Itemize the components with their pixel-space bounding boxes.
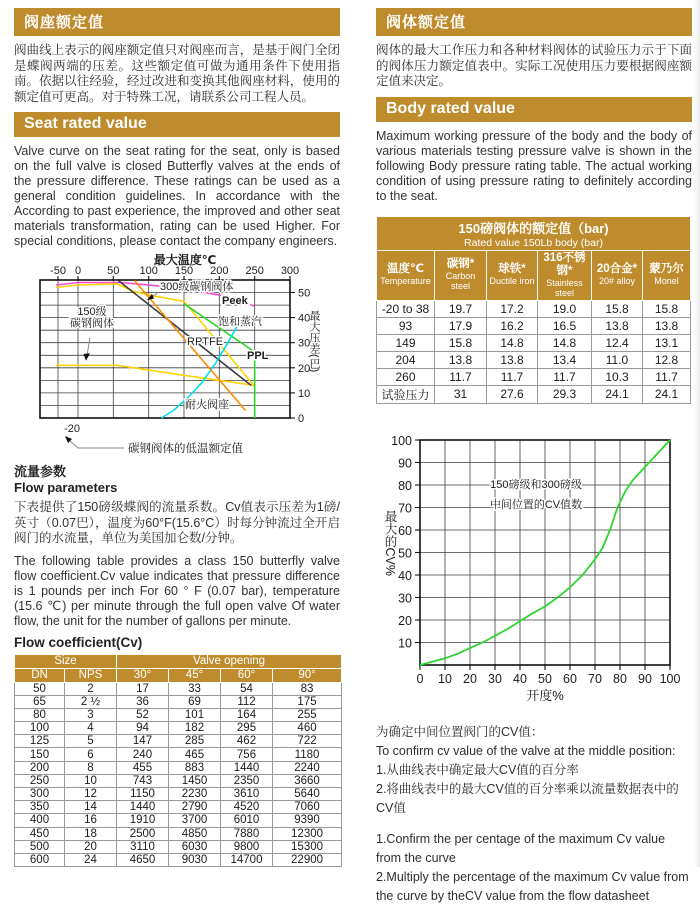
table-cell: 22900	[273, 853, 342, 866]
table-row	[15, 735, 342, 748]
column-header-zh: 球铁*	[498, 263, 526, 276]
table-row	[377, 334, 691, 351]
table-row	[377, 351, 691, 368]
table-cell: 9030	[169, 853, 221, 866]
table-cell: 15.8	[643, 300, 691, 317]
table-cell: 15300	[273, 840, 342, 853]
table-cell: 17.9	[435, 317, 487, 334]
column-header-zh: 蒙乃尔	[649, 263, 684, 276]
x-tick-label: 70	[588, 671, 602, 686]
table-cell: 1180	[273, 748, 342, 761]
y-tick-label: 100	[391, 433, 412, 448]
table-cell: 11.7	[435, 368, 487, 385]
table-cell: 125	[15, 735, 65, 748]
table-cell: 69	[169, 695, 221, 708]
table-cell: 14700	[221, 853, 273, 866]
table-row	[377, 368, 691, 385]
cv-percentage-chart	[376, 430, 692, 715]
table-cell: 2350	[221, 774, 273, 787]
cv-table	[14, 654, 342, 868]
table-cell: 11.7	[538, 368, 592, 385]
table-cell: 175	[273, 695, 342, 708]
table-cell: 204	[377, 351, 435, 368]
column-header-en: Monel	[654, 276, 679, 287]
table-cell: 19.0	[538, 300, 592, 317]
column-header: NPS	[65, 668, 117, 682]
note-line: 2.将曲线表中的最大CV值的百分率乘以流量数据表中的CV值	[376, 781, 679, 815]
table-cell: 10.3	[592, 368, 643, 385]
table-cell: 450	[15, 827, 65, 840]
cv-notes	[376, 723, 692, 906]
table-row	[15, 788, 342, 801]
table-cell: 24.1	[592, 385, 643, 403]
table-cell: 12.8	[643, 351, 691, 368]
table-cell: 16.5	[538, 317, 592, 334]
label-ppl: PPL	[247, 350, 269, 362]
note-gap	[376, 818, 692, 830]
column-header	[592, 250, 643, 300]
note-line: 1.从曲线表中确定最大CV值的百分率	[376, 762, 579, 777]
chart-annotation-line1: 150磅级和300磅级	[490, 478, 582, 491]
column-header-en: 20# alloy	[598, 276, 636, 287]
table-cell: 112	[221, 695, 273, 708]
table-cell: 756	[221, 748, 273, 761]
y-axis-title: 最大的CV%	[383, 509, 397, 576]
table-cell: 80	[15, 708, 65, 721]
note-line: 1.Confirm the per centage of the maximum Cv value from the curve	[376, 831, 666, 865]
table-cell: 500	[15, 840, 65, 853]
table-cell: 12.4	[592, 334, 643, 351]
y-tick-label: 50	[398, 546, 412, 561]
table-cell: 100	[15, 722, 65, 735]
table-cell: 300	[15, 788, 65, 801]
table-header-row	[15, 668, 342, 682]
table-row	[15, 801, 342, 814]
table-cell: 1440	[221, 761, 273, 774]
table-cell: 试验压力	[377, 385, 435, 403]
body-rated-value-zh-header	[376, 8, 692, 36]
table-cell: 15.8	[435, 334, 487, 351]
seat-intro-zh: 阀曲线上表示的阀座额定值只对阀座而言，是基于阀门全闭是蝶阀两端的压差。这些额定值可做为通用条件下使用指南。依据以往经验，经过改进和变换其他阀座材料，使用的额定值可更高。对于特殊工况，请联系公司工程人员。	[14, 43, 340, 104]
table-cell: 13.8	[643, 317, 691, 334]
table-cell: 2230	[169, 788, 221, 801]
table-row	[15, 814, 342, 827]
seat-rated-value-zh-header	[14, 8, 340, 36]
column-header-en: Stainless steel	[546, 278, 583, 298]
label-300-class: 300级碳钢阀体	[160, 281, 234, 293]
table-title-cell	[377, 216, 691, 250]
table-row	[15, 840, 342, 853]
table-cell: 16	[65, 814, 117, 827]
table-row	[377, 300, 691, 317]
table-cell: 14.8	[487, 334, 538, 351]
header-text: Seat rated value	[24, 115, 147, 132]
table-cell: 7880	[221, 827, 273, 840]
column-header-zh: 温度℃	[387, 263, 424, 276]
table-body	[15, 682, 342, 867]
series-line	[56, 365, 255, 385]
table-cell: 149	[377, 334, 435, 351]
table-cell: 2	[65, 682, 117, 695]
table-cell: 455	[117, 761, 169, 774]
table-cell: 6010	[221, 814, 273, 827]
x-tick-label: 0	[416, 671, 424, 686]
chart-annotation-line2: 中间位置的CV值数	[489, 498, 583, 511]
table-cell: 1910	[117, 814, 169, 827]
seat-chart-svg	[14, 255, 328, 457]
table-cell: 16.2	[487, 317, 538, 334]
table-cell: 2790	[169, 801, 221, 814]
table-row	[15, 774, 342, 787]
column-header: 90°	[273, 668, 342, 682]
table-cell: 7060	[273, 801, 342, 814]
label-saturated-steam: 饱和蒸汽	[218, 316, 262, 329]
x-tick-label: 200	[210, 265, 229, 277]
x-tick-label: 80	[613, 671, 627, 686]
table-cell: 3700	[169, 814, 221, 827]
table-cell: 460	[273, 722, 342, 735]
header-text: 阀座额定值	[24, 14, 105, 31]
table-row	[377, 317, 691, 334]
table-row	[15, 748, 342, 761]
y-axis-title: 最大压差(巴)	[308, 310, 320, 373]
table-cell: 52	[117, 708, 169, 721]
table-cell: 255	[273, 708, 342, 721]
table-cell: 15.8	[592, 300, 643, 317]
seat-intro-en: Valve curve on the seat rating for the seat, only is based on the full valve is closed Butterfly valves at the ends of the pressure difference. These ratings can be used as a general condition guidelines. In accordance with the According to past experience, the improved and other seat materials transformation, rating can be used Higher. For special conditions, please contact the company engineers.	[14, 144, 340, 248]
x-tick-label: 30	[488, 671, 502, 686]
table-cell: 3660	[273, 774, 342, 787]
table-cell: 18	[65, 827, 117, 840]
x-tick-label: 50	[538, 671, 552, 686]
header-text: 阀体额定值	[386, 14, 467, 31]
x-axis-title: 最大温度℃	[153, 253, 217, 267]
table-header-row	[377, 250, 691, 300]
column-header-zh: 20合金*	[596, 263, 638, 276]
body-intro-en: Maximum working pressure of the body and the body of various materials testing pressure valve is shown in the following Body pressure rating table. The actual working condition of using pressure rating to definitely according to the seat.	[376, 128, 692, 203]
x-tick-label: 150	[174, 265, 194, 277]
x-tick-label: 40	[513, 671, 527, 686]
table-row	[377, 385, 691, 403]
table-cell: 8	[65, 761, 117, 774]
seat-rated-value-en-header	[14, 112, 340, 137]
x-tick-label: 250	[245, 265, 264, 277]
table-cell: 50	[15, 682, 65, 695]
table-cell: 400	[15, 814, 65, 827]
table-cell: 17	[117, 682, 169, 695]
y-tick-label: 10	[298, 387, 311, 400]
column-header-en: Temperature	[380, 276, 431, 287]
table-cell: 182	[169, 722, 221, 735]
y-tick-label: 70	[398, 501, 412, 516]
label-rptfe: RPTFE	[187, 336, 224, 349]
table-cell: 11.7	[487, 368, 538, 385]
arrow-head	[84, 353, 91, 361]
flow-coefficient-heading: Flow coefficient(Cv)	[14, 634, 143, 650]
table-cell: 20	[65, 840, 117, 853]
table-cell: 260	[377, 368, 435, 385]
table-head	[15, 654, 342, 682]
y-tick-label: 30	[298, 337, 311, 350]
table-cell: 17.2	[487, 300, 538, 317]
table-cell: 6030	[169, 840, 221, 853]
flow-intro-zh: 下表提供了150磅级蝶阀的流量系数。Cv值表示压差为1磅/英寸（0.07巴），温度为60°F(15.6°C）时每分钟流过全开启阀门的水流量，单位为美国加仑数/分钟。	[14, 500, 340, 545]
table-body	[377, 300, 691, 403]
header-text: Body rated value	[386, 99, 515, 117]
table-cell: 101	[169, 708, 221, 721]
column-header	[435, 250, 487, 300]
note-line: 为确定中间位置阀门的CV值：	[376, 724, 544, 739]
table-cell: 12	[65, 788, 117, 801]
column-header-zh: 碳钢*	[446, 258, 475, 271]
table-row	[15, 682, 342, 695]
x-tick-label: 60	[563, 671, 577, 686]
table-cell: 12300	[273, 827, 342, 840]
table-cell: 83	[273, 682, 342, 695]
label-150-class-line2: 碳钢阀体	[70, 317, 114, 330]
table-row	[15, 695, 342, 708]
table-title-zh: 150磅阀体的额定值（bar)	[458, 220, 609, 236]
flow-parameters-title	[14, 464, 340, 496]
table-title-en: Rated value 150Lb body (bar)	[464, 236, 603, 249]
table-cell: 93	[377, 317, 435, 334]
x-tick-label: 20	[463, 671, 477, 686]
column-header: DN	[15, 668, 65, 682]
table-group-header-row	[15, 654, 342, 668]
group-header-valve-opening: Valve opening	[117, 654, 342, 668]
table-cell: 24.1	[643, 385, 691, 403]
table-cell: 295	[221, 722, 273, 735]
table-cell: 150	[15, 748, 65, 761]
table-cell: 2500	[117, 827, 169, 840]
cv-chart-svg	[376, 430, 688, 710]
y-tick-label: 50	[298, 287, 311, 300]
table-cell: 13.8	[487, 351, 538, 368]
group-header-size: Size	[15, 654, 117, 668]
table-cell: 2240	[273, 761, 342, 774]
y-tick-label: 60	[398, 523, 412, 538]
low-temp-note: 碳钢阀体的低温额定值	[128, 443, 243, 455]
table-cell: 883	[169, 761, 221, 774]
x-tick-label: 100	[139, 265, 158, 277]
column-header	[538, 250, 592, 300]
seat-rating-chart	[14, 255, 340, 462]
table-cell: 24	[65, 853, 117, 866]
left-column	[14, 8, 340, 867]
y-tick-label: 20	[298, 362, 311, 375]
table-cell: 5	[65, 735, 117, 748]
table-row	[15, 761, 342, 774]
table-cell: 1440	[117, 801, 169, 814]
table-cell: 462	[221, 735, 273, 748]
column-header	[377, 250, 435, 300]
table-cell: 1150	[117, 788, 169, 801]
table-cell: 285	[169, 735, 221, 748]
table-row	[15, 827, 342, 840]
table-cell: 600	[15, 853, 65, 866]
table-cell: 10	[65, 774, 117, 787]
y-tick-label: 40	[298, 312, 311, 325]
table-title-row	[377, 216, 691, 250]
table-cell: 13.4	[538, 351, 592, 368]
scan-edge	[694, 0, 700, 867]
table-cell: 94	[117, 722, 169, 735]
table-cell: 31	[435, 385, 487, 403]
table-cell: 36	[117, 695, 169, 708]
table-cell: 200	[15, 761, 65, 774]
table-cell: 250	[15, 774, 65, 787]
y-tick-label: 40	[398, 568, 412, 583]
table-head	[377, 216, 691, 300]
table-cell: 743	[117, 774, 169, 787]
x-axis-title: 开度%	[526, 687, 564, 703]
y-tick-label: 20	[398, 613, 412, 628]
label-peek: Peek	[222, 294, 248, 307]
label-150-class-line1: 150级	[77, 306, 107, 319]
note-line: To confirm cv value of the valve at the middle position:	[376, 743, 676, 758]
table-cell: 147	[117, 735, 169, 748]
table-cell: 6	[65, 748, 117, 761]
table-cell: 14.8	[538, 334, 592, 351]
table-cell: 465	[169, 748, 221, 761]
column-header	[643, 250, 691, 300]
x-tick-label: -50	[50, 265, 66, 277]
x-tick-label: 300	[280, 265, 300, 277]
y-tick-label: 90	[398, 456, 412, 471]
right-column	[376, 8, 692, 906]
flow-parameters-title-zh: 流量参数	[14, 464, 67, 479]
table-cell: 164	[221, 708, 273, 721]
column-header-zh: 316不锈钢*	[543, 251, 586, 278]
x-tick-label: 90	[638, 671, 652, 686]
table-cell: 14	[65, 801, 117, 814]
table-cell: 13.8	[435, 351, 487, 368]
body-rating-table	[376, 216, 691, 404]
table-cell: 3110	[117, 840, 169, 853]
body-intro-zh: 阀体的最大工作压力和各种材料阀体的试验压力示于下面的阀体压力额定值表中。实际工况使用压力要根据阀座额定值来决定。	[376, 43, 692, 88]
table-cell: 9390	[273, 814, 342, 827]
x-tick-label: 0	[74, 265, 82, 277]
flow-parameters-title-en: Flow parameters	[14, 480, 118, 495]
column-header: 60°	[221, 668, 273, 682]
table-row	[15, 722, 342, 735]
table-cell: 33	[169, 682, 221, 695]
table-cell: 4520	[221, 801, 273, 814]
table-cell: 11.7	[643, 368, 691, 385]
column-header-en: Ductile iron	[489, 276, 535, 287]
low-temp-tick-label: -20	[64, 423, 80, 435]
column-header: 30°	[117, 668, 169, 682]
table-cell: 5640	[273, 788, 342, 801]
table-cell: 4850	[169, 827, 221, 840]
y-tick-label: 80	[398, 478, 412, 493]
table-cell: 54	[221, 682, 273, 695]
table-cell: 4650	[117, 853, 169, 866]
table-cell: 13.8	[592, 317, 643, 334]
table-cell: 350	[15, 801, 65, 814]
table-cell: 27.6	[487, 385, 538, 403]
table-cell: 65	[15, 695, 65, 708]
table-cell: 1450	[169, 774, 221, 787]
flow-intro-en: The following table provides a class 150 butterfly valve flow coefficient.Cv value indicates that pressure difference is 1 pounds per inch For 60 ° F (0.07 bar), temperature (15.6 ℃) per minute through the full open valve Of water flow, the unit for the number of gallons per minute.	[14, 553, 340, 628]
table-cell: 19.7	[435, 300, 487, 317]
table-cell: 722	[273, 735, 342, 748]
column-header-en: Carbon steel	[445, 271, 476, 292]
y-tick-label: 0	[298, 413, 305, 425]
table-row	[15, 853, 342, 866]
table-cell: 29.3	[538, 385, 592, 403]
y-tick-label: 30	[398, 591, 412, 606]
column-header: 45°	[169, 668, 221, 682]
column-header	[487, 250, 538, 300]
label-fire-seat: 耐火阀座	[185, 399, 229, 411]
table-cell: 9800	[221, 840, 273, 853]
table-row	[15, 708, 342, 721]
x-tick-label: 100	[659, 671, 681, 686]
x-tick-label: 10	[438, 671, 452, 686]
x-tick-label: 50	[107, 265, 120, 277]
table-cell: 11.0	[592, 351, 643, 368]
table-cell: 13.1	[643, 334, 691, 351]
table-cell: 4	[65, 722, 117, 735]
table-cell: 2 ½	[65, 695, 117, 708]
y-tick-label: 10	[398, 636, 412, 651]
table-cell: 3610	[221, 788, 273, 801]
table-cell: 3	[65, 708, 117, 721]
table-cell: -20 to 38	[377, 300, 435, 317]
table-cell: 240	[117, 748, 169, 761]
note-line: 2.Multiply the percentage of the maximum Cv value from the curve by theCV value from the flow datasheet	[376, 869, 689, 903]
body-rated-value-en-header	[376, 97, 692, 122]
